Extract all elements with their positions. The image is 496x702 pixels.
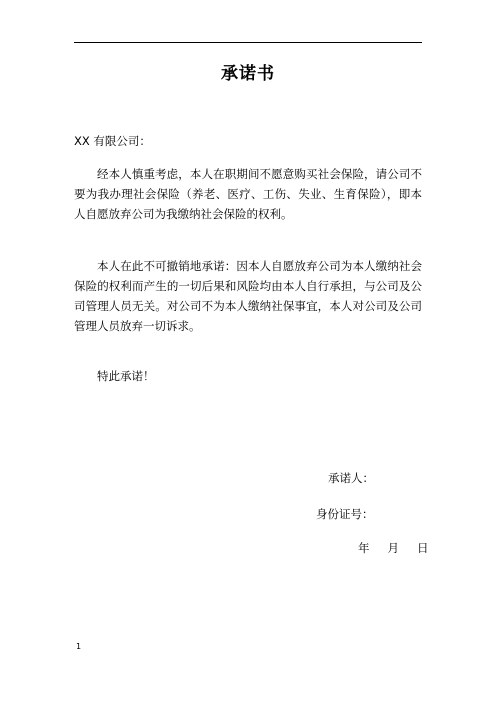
salutation: XX 有限公司： bbox=[74, 134, 151, 148]
document-title: 承诺书 bbox=[221, 64, 275, 84]
promisor-label: 承诺人： bbox=[328, 471, 374, 485]
date-month: 月 bbox=[387, 541, 399, 555]
paragraph-1: 经本人慎重考虑，本人在职期间不愿意购买社会保险，请公司不要为我办理社会保险（养老、医疗、工伤、失业、生育保险），即本人自愿放弃公司为我缴纳社会保险的权利。 bbox=[74, 167, 422, 221]
date-day: 日 bbox=[417, 541, 429, 555]
header-rule bbox=[74, 42, 422, 43]
date-year: 年 bbox=[358, 541, 370, 555]
id-number-label: 身份证号： bbox=[316, 507, 374, 521]
paragraph-2: 本人在此不可撤销地承诺：因本人自愿放弃公司为本人缴纳社会保险的权利而产生的一切后果和风险均由本人自行承担，与公司及公司管理人员无关。对公司不为本人缴纳社保事宜，本人对公司及公司管理人员放弃一切诉求。 bbox=[74, 259, 422, 333]
date-line bbox=[358, 540, 429, 556]
page-number: 1 bbox=[76, 642, 82, 651]
closing-statement: 特此承诺！ bbox=[97, 369, 155, 383]
